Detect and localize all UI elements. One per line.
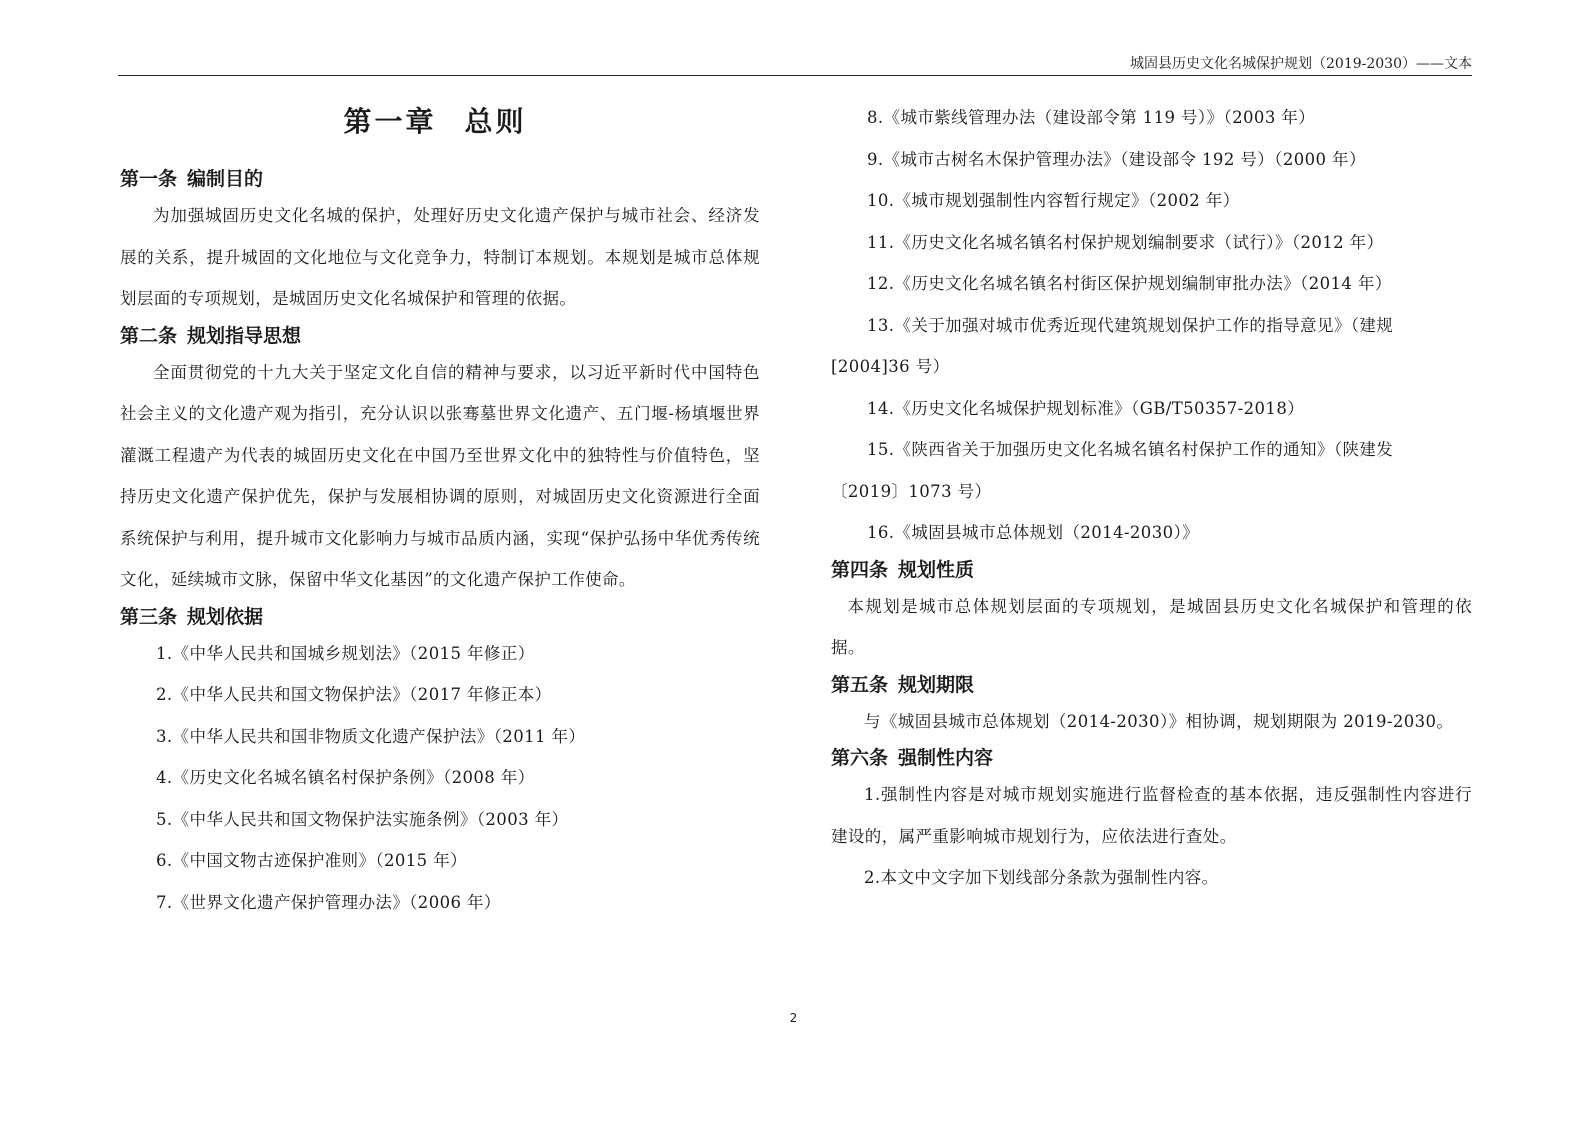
basis-item: 14.《历史文化名城保护规划标准》（GB/T50357-2018）	[867, 398, 1305, 418]
article-heading-4	[831, 554, 1472, 586]
basis-item-15-line2: 〔2019〕1073 号）	[831, 481, 992, 501]
article-heading-1	[120, 163, 760, 195]
article-6-item-2: 2.本文中文字加下划线部分条款为强制性内容。	[864, 868, 1219, 887]
article-4-text: 本规划是城市总体规划层面的专项规划，是城固县历史文化名城保护和管理的依据。	[831, 596, 1472, 657]
article-title: 编制目的	[187, 168, 264, 190]
basis-item: 11.《历史文化名城名镇名村保护规划编制要求（试行）》（2012 年）	[867, 232, 1384, 252]
chapter-title	[120, 98, 760, 146]
basis-item-13-line1: 13.《关于加强对城市优秀近现代建筑规划保护工作的指导意见》（建规	[867, 315, 1394, 335]
basis-item: 12.《历史文化名城名镇名村街区保护规划编制审批办法》（2014 年）	[867, 274, 1392, 293]
article-title: 规划指导思想	[187, 324, 302, 347]
article-number: 第四条	[831, 558, 889, 581]
article-title: 规划期限	[898, 673, 975, 696]
basis-item-13-line2: [2004]36 号）	[831, 357, 950, 376]
basis-item: 8.《城市紫线管理办法（建设部令第 119 号）》（2003 年）	[867, 108, 1316, 127]
article-heading-2	[120, 320, 760, 352]
article-title: 强制性内容	[898, 747, 994, 769]
basis-item: 1.《中华人民共和国城乡规划法》（2015 年修正）	[156, 643, 535, 663]
basis-item: 16.《城固县城市总体规划（2014-2030）》	[867, 523, 1200, 542]
article-title: 规划性质	[898, 558, 975, 581]
basis-item-15	[831, 429, 1472, 512]
basis-item: 4.《历史文化名城名镇名村保护条例》（2008 年）	[156, 768, 535, 787]
page-number: 2	[789, 1011, 798, 1025]
basis-item: 6.《中国文物古迹保护准则》（2015 年）	[156, 851, 468, 870]
basis-item: 9.《城市古树名木保护管理办法》（建设部令 192 号）（2000 年）	[867, 149, 1366, 169]
article-6-item-1: 1.强制性内容是对城市规划实施进行监督检查的基本依据，违反强制性内容进行建设的，属严重影响城市规划行为，应依法进行查处。	[831, 785, 1472, 846]
right-column	[831, 97, 1472, 899]
article-1-text: 为加强城固历史文化名城的保护，处理好历史文化遗产保护与城市社会、经济发展的关系，提升城固的文化地位与文化竞争力，特制订本规划。本规划是城市总体规划层面的专项规划，是城固历史文化名城保护和管理的依据。	[120, 206, 760, 308]
header-rule	[118, 75, 1472, 76]
article-heading-3	[120, 601, 760, 633]
basis-item: 5.《中华人民共和国文物保护法实施条例》（2003 年）	[156, 809, 569, 829]
article-heading-5	[831, 669, 1472, 701]
basis-item: 3.《中华人民共和国非物质文化遗产保护法》（2011 年）	[156, 726, 586, 746]
article-5-text: 与《城固县城市总体规划（2014-2030）》相协调，规划期限为 2019-2030。	[864, 711, 1454, 731]
article-heading-6	[831, 742, 1472, 774]
chapter-number: 第一章	[343, 105, 437, 138]
chapter-name: 总则	[464, 105, 527, 138]
article-title: 规划依据	[187, 605, 264, 628]
basis-item-15-line1: 15.《陕西省关于加强历史文化名城名镇名村保护工作的通知》（陕建发	[867, 440, 1394, 459]
basis-item: 2.《中华人民共和国文物保护法》（2017 年修正本）	[156, 685, 552, 704]
article-number: 第一条	[120, 168, 178, 190]
article-number: 第五条	[831, 673, 889, 696]
basis-item: 10.《城市规划强制性内容暂行规定》（2002 年）	[867, 191, 1240, 210]
running-header: 城固县历史文化名城保护规划（2019-2030）——文本	[1130, 56, 1472, 72]
article-2-text: 全面贯彻党的十九大关于坚定文化自信的精神与要求，以习近平新时代中国特色社会主义的文化遗产观为指引，充分认识以张骞墓世界文化遗产、五门堰-杨填堰世界灌溉工程遗产为代表的城固历史文化在中国乃至世界文化中的独特性与价值特色，坚持历史文化遗产保护优先，保护与发展相协调的原则，对城固历史文化资源进行全面系统保护与利用，提升城市文化影响力与城市品质内涵，实现“保护弘扬中华优秀传统文化，延续城市文脉，保留中华文化基因”的文化遗产保护工作使命。	[120, 362, 760, 589]
article-number: 第二条	[120, 324, 178, 347]
left-column	[120, 98, 760, 923]
basis-item-13	[831, 305, 1472, 388]
article-number: 第三条	[120, 605, 178, 628]
article-number: 第六条	[831, 747, 889, 769]
basis-item: 7.《世界文化遗产保护管理办法》（2006 年）	[156, 892, 501, 912]
